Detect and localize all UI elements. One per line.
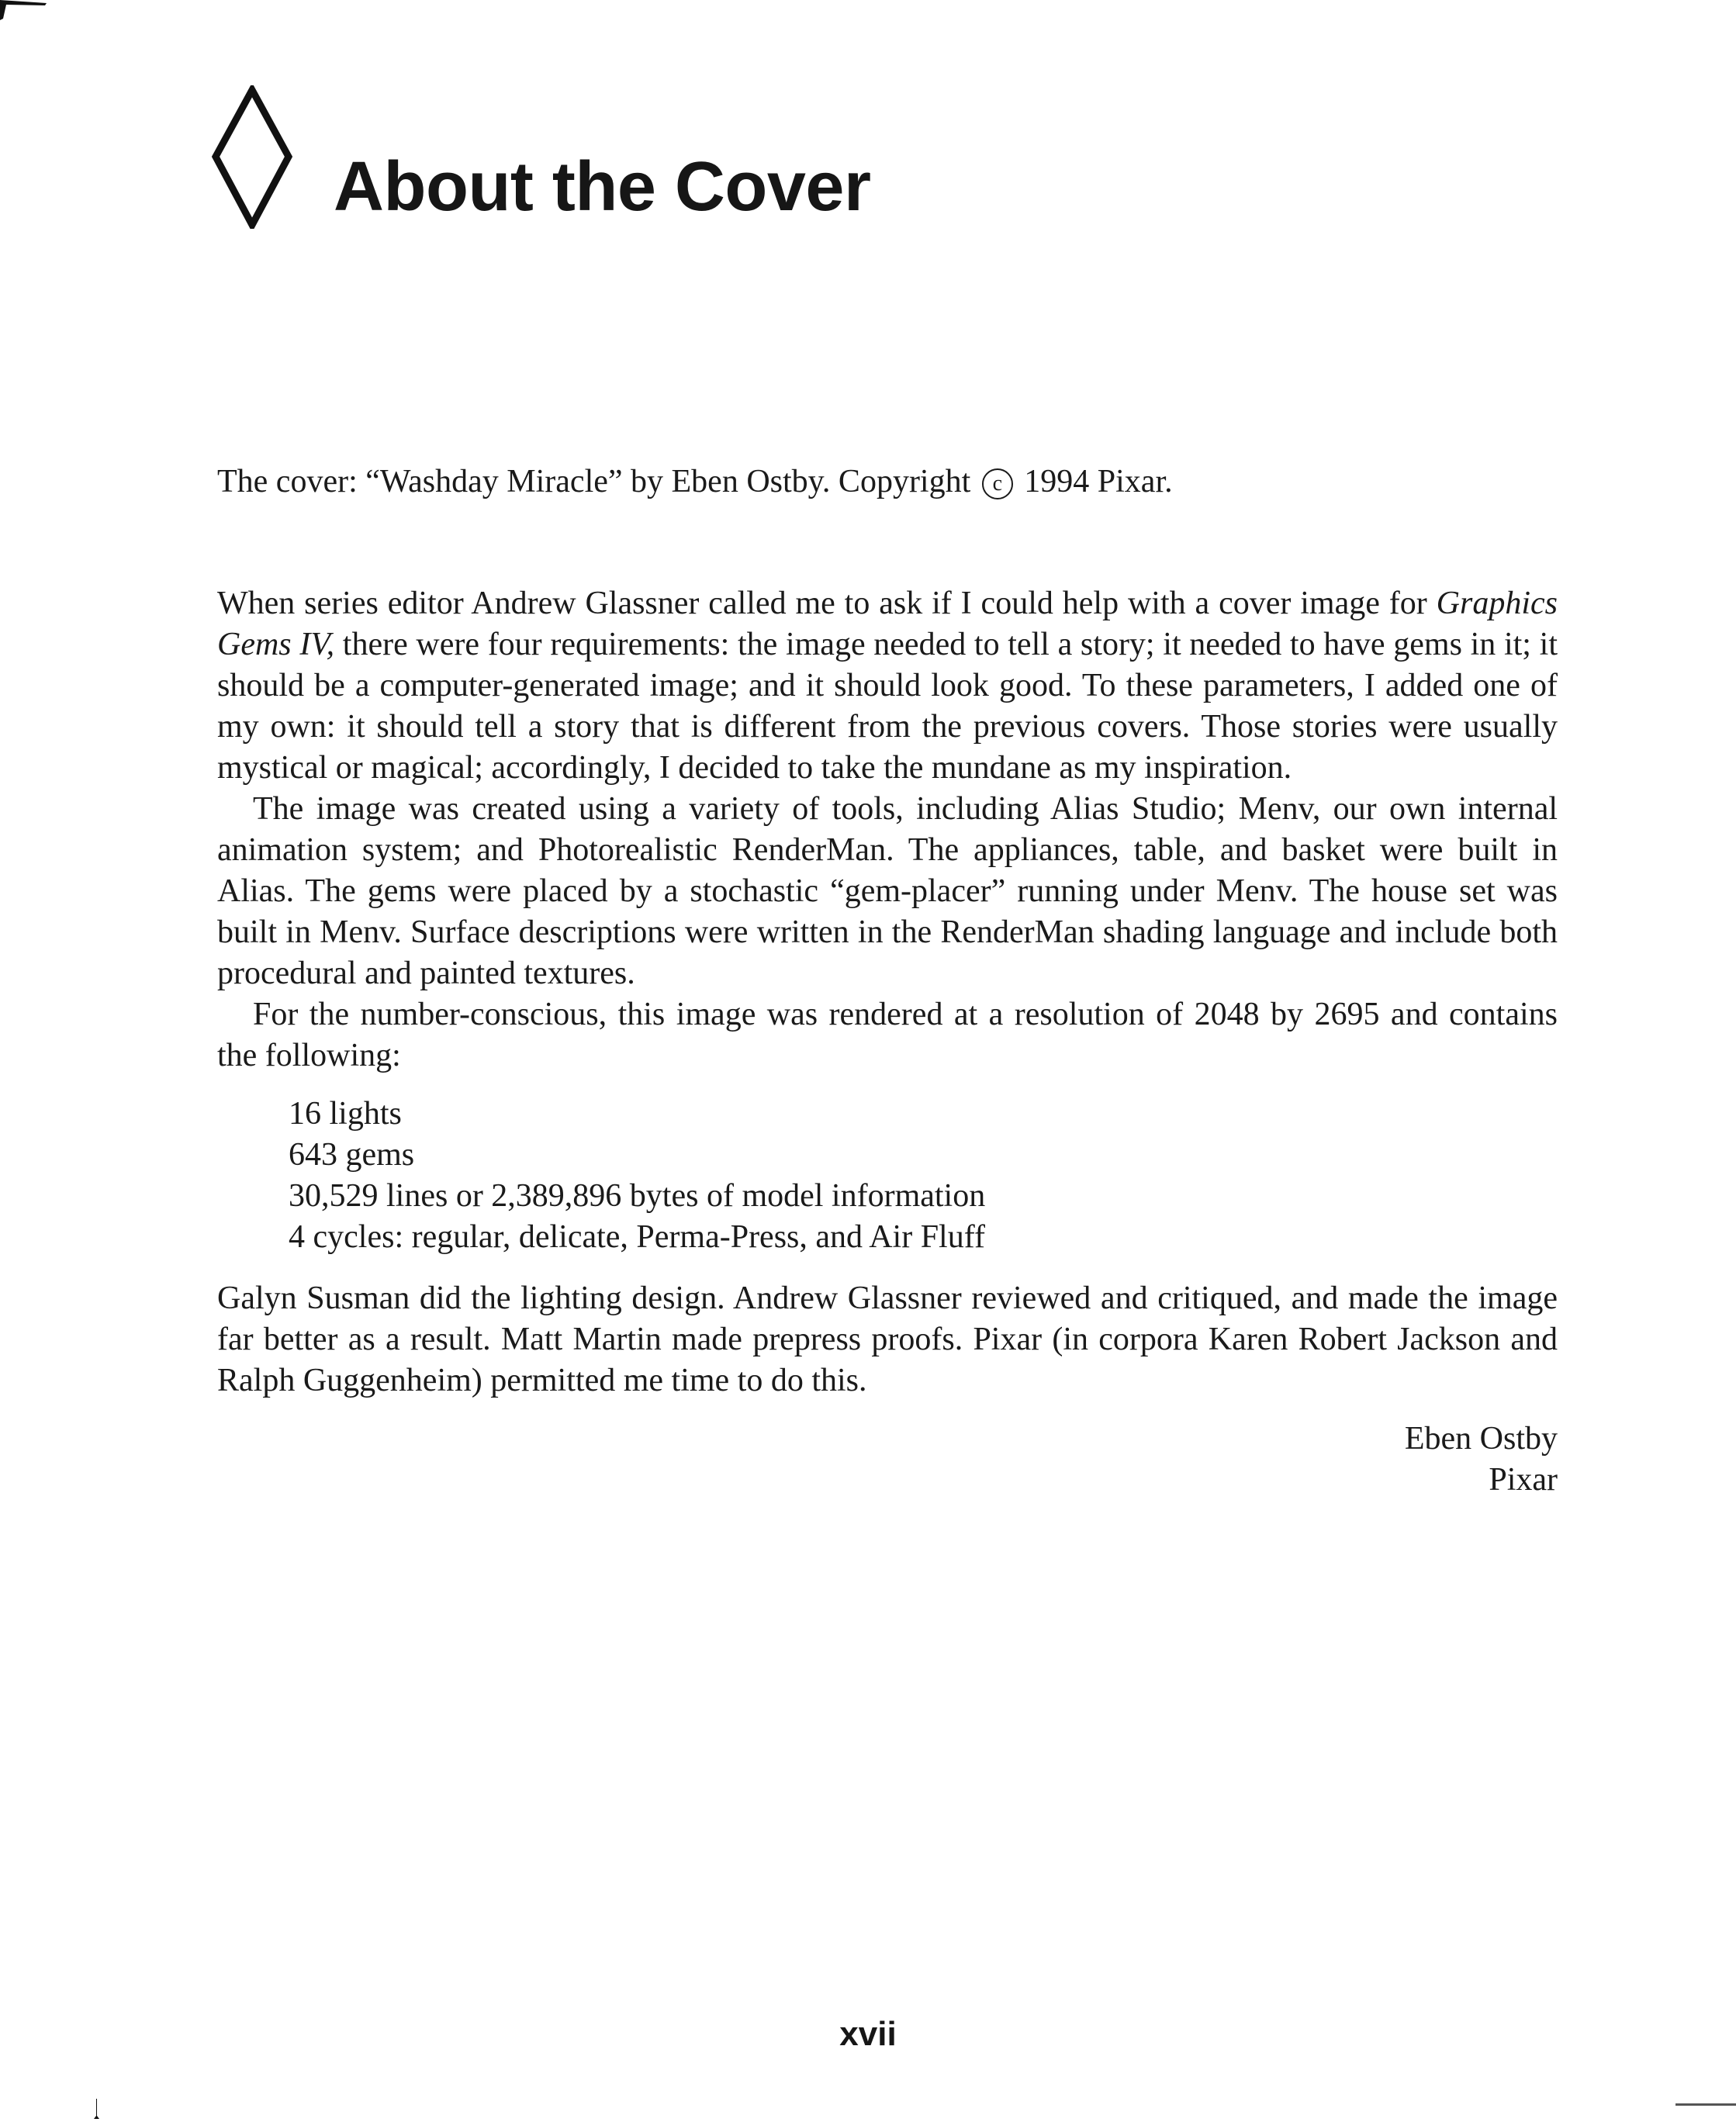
cover-credit-year: 1994 Pixar. xyxy=(1024,464,1173,499)
paragraph-numbers: For the number-conscious, this image was rendered at a resolution of 2048 by 2695 and contains the following: xyxy=(217,997,1558,1073)
author-name: Eben Ostby xyxy=(1404,1421,1558,1457)
list-item: 30,529 lines or 2,389,896 bytes of model information xyxy=(289,1178,986,1214)
scan-edge-rule xyxy=(1675,2103,1736,2106)
diamond-outline-icon xyxy=(209,85,295,229)
paragraph-requirements-end: there were four requirements: the image needed to tell a story; it needed to have gems in it; it should be a computer-generated image; and it should look good. To these parameters, I added one of my own: it should tell a story that is different from the previous covers. Those stories were usually mystical or magical; accordingly, I decided to take the mundane as my inspiration. xyxy=(217,627,1558,786)
paragraph-tools: The image was created using a variety of tools, including Alias Studio; Menv, our own internal animation system; and Photorealistic RenderMan. The appliances, table, and basket were built in Alias. The gems were placed by a stochastic “gem-placer” running under Menv. The house set was built in Menv. Surface descriptions were written in the RenderMan shading language and include both procedural and painted textures. xyxy=(217,791,1558,991)
signature xyxy=(217,1419,1558,1501)
list-item: 643 gems xyxy=(289,1137,415,1173)
body-text xyxy=(217,583,1558,1501)
scan-corner-mark xyxy=(0,0,62,23)
book-title: Graphics Gems IV, xyxy=(217,586,1558,662)
paragraph-requirements xyxy=(217,583,1558,789)
scan-bottom-tick xyxy=(93,2099,101,2122)
paragraph-requirements-start: When series editor Andrew Glassner called me to ask if I could help with a cover image for xyxy=(217,586,1427,621)
list-item: 16 lights xyxy=(289,1096,402,1132)
list-item: 4 cycles: regular, delicate, Perma-Press, and Air Fluff xyxy=(289,1219,985,1255)
page-title: About the Cover xyxy=(334,148,871,226)
paragraph-credits: Galyn Susman did the lighting design. Andrew Glassner reviewed and critiqued, and made the image far better as a result. Matt Martin made prepress proofs. Pixar (in corpora Karen Robert Jackson and Ralph Guggenheim) permitted me time to do this. xyxy=(217,1280,1558,1398)
cover-credit-line xyxy=(217,461,1173,503)
stats-list xyxy=(217,1094,1558,1258)
cover-credit-text: The cover: “Washday Miracle” by Eben Ostby. Copyright xyxy=(217,464,971,499)
copyright-symbol: c xyxy=(982,468,1013,499)
author-affiliation: Pixar xyxy=(1489,1462,1558,1498)
page-number: xvii xyxy=(839,2015,897,2053)
